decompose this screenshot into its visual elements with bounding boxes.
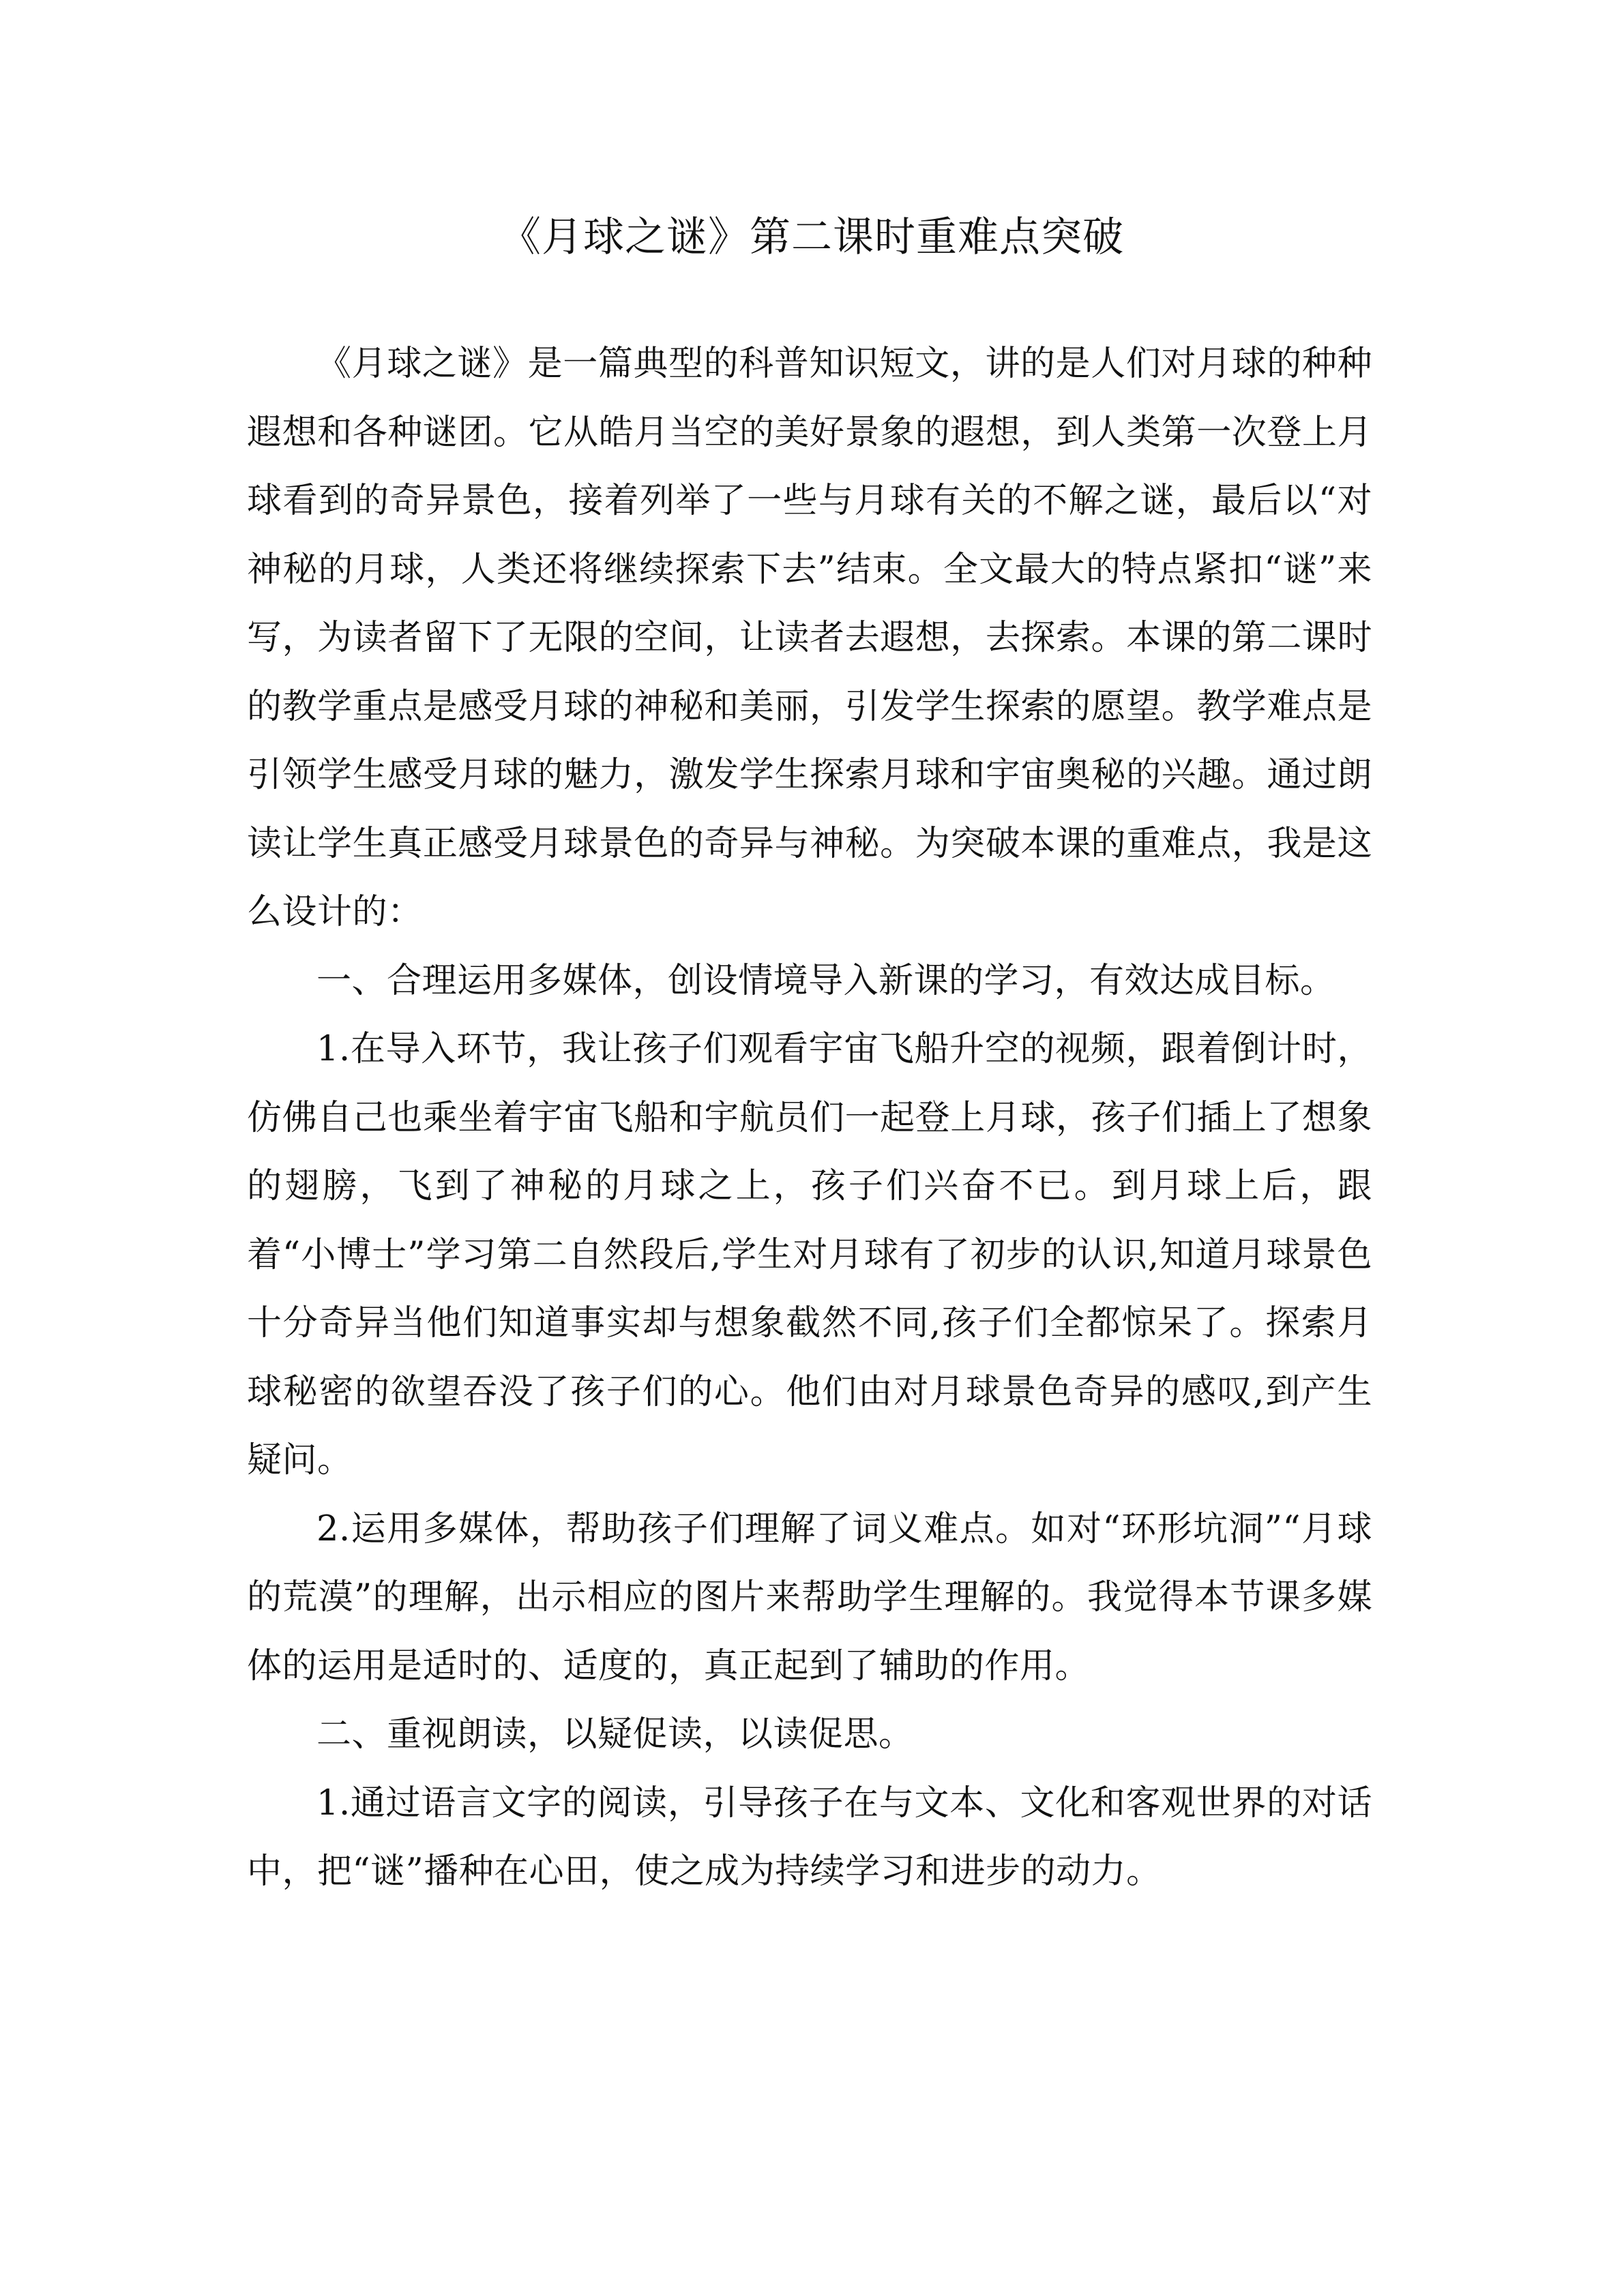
document-title: 《月球之谜》第二课时重难点突破 xyxy=(500,213,1124,261)
paragraph-point-1-2: 2.运用多媒体，帮助孩子们理解了词义难点。如对“环形坑洞”“月球的荒漠”的理解，出示相应的图片来帮助学生理解的。我觉得本节课多媒体的运用是适时的、适度的，真正起到了辅助的作用。 xyxy=(247,1508,1372,1686)
paragraph-point-1-1: 1.在导入环节，我让孩子们观看宇宙飞船升空的视频，跟着倒计时，仿佛自己也乘坐着宇宙飞船和宇航员们一起登上月球，孩子们插上了想象的翅膀，飞到了神秘的月球之上，孩子们兴奋不已。到月球上后，跟着“小博士”学习第二自然段后,学生对月球有了初步的认识,知道月球景色十分奇异当他们知道事实却与想象截然不同,孩子们全都惊呆了。探索月球秘密的欲望吞没了孩子们的心。他们由对月球景色奇异的感叹,到产生疑问。 xyxy=(247,1029,1372,1480)
paragraph-point-2-1: 1.通过语言文字的阅读，引导孩子在与文本、文化和客观世界的对话中，把“谜”播种在心田，使之成为持续学习和进步的动力。 xyxy=(247,1783,1372,1892)
paragraph-section-one-heading: 一、合理运用多媒体，创设情境导入新课的学习，有效达成目标。 xyxy=(316,960,1335,1001)
document-body xyxy=(247,330,1372,1907)
paragraph-intro: 《月球之谜》是一篇典型的科普知识短文，讲的是人们对月球的种种遐想和各种谜团。它从皓月当空的美好景象的遐想，到人类第一次登上月球看到的奇异景色，接着列举了一些与月球有关的不解之谜，最后以“对神秘的月球，人类还将继续探索下去”结束。全文最大的特点紧扣“谜”来写，为读者留下了无限的空间，让读者去遐想，去探索。本课的第二课时的教学重点是感受月球的神秘和美丽，引发学生探索的愿望。教学难点是引领学生感受月球的魅力，激发学生探索月球和宇宙奥秘的兴趣。通过朗读让学生真正感受月球景色的奇异与神秘。为突破本课的重难点，我是这么设计的： xyxy=(247,344,1372,932)
paragraph-section-two-heading: 二、重视朗读，以疑促读，以读促思。 xyxy=(316,1714,914,1755)
